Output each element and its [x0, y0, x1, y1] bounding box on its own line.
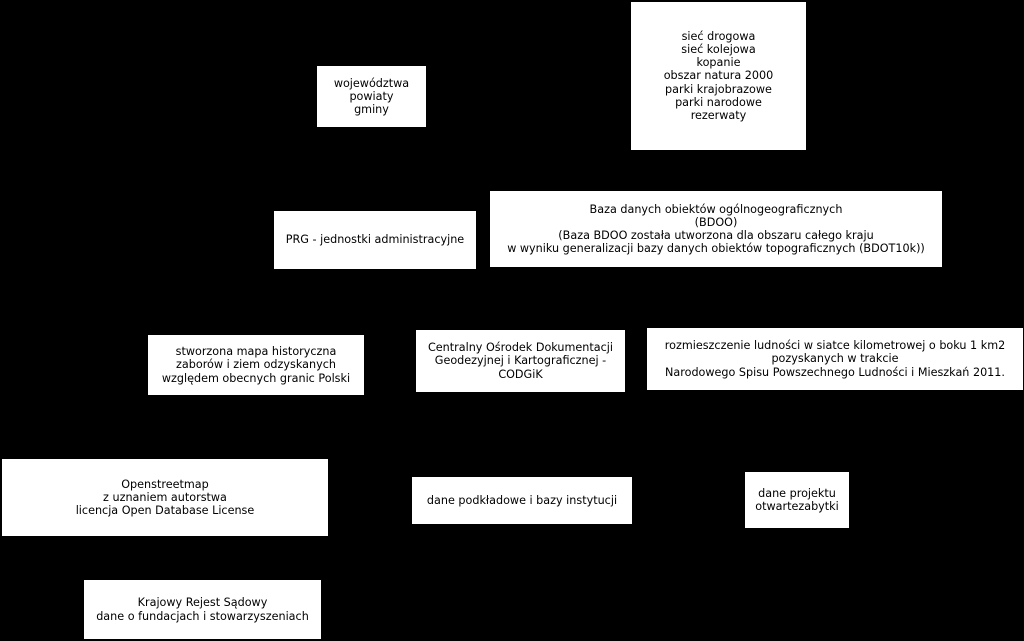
node-transport-sources: [631, 2, 806, 150]
node-line: (BDOO): [694, 215, 738, 229]
node-line: Geodezyjnej i Kartograficznej -: [434, 354, 607, 368]
node-line: sieć kolejowa: [681, 42, 756, 56]
node-line: Krajowy Rejest Sądowy: [137, 596, 268, 610]
node-line: zaborów i ziem odzyskanych: [176, 358, 336, 372]
node-line: parki narodowe: [675, 95, 762, 109]
node-line: województwa: [333, 76, 410, 90]
node-line: Centralny Ośrodek Dokumentacji: [427, 341, 614, 355]
node-line: względem obecnych granic Polski: [161, 371, 351, 385]
node-line: (Baza BDOO została utworzona dla obszaru całego kraju: [558, 229, 874, 242]
node-line: sieć drogowa: [681, 29, 756, 43]
node-line: w wyniku generalizacji bazy danych obiektów topograficznych (BDOT10k)): [507, 242, 925, 256]
node-line: kopanie: [696, 56, 741, 70]
node-line: pozyskanych w trakcie: [771, 352, 899, 366]
node-admin-units: [317, 66, 426, 127]
node-historic-map: [148, 335, 364, 395]
node-line: rozmieszczenie ludności w siatce kilometrowej o boku 1 km2: [664, 339, 1006, 353]
node-line: Openstreetmap: [121, 477, 209, 491]
node-line: z uznaniem autorstwa: [103, 490, 227, 504]
node-line: rezerwaty: [690, 109, 747, 122]
node-base-data: [412, 477, 632, 524]
node-line: gminy: [354, 103, 389, 117]
node-codgik: [416, 330, 625, 392]
node-krs: [84, 580, 321, 639]
node-line: CODGiK: [498, 367, 543, 381]
node-line: stworzona mapa historyczna: [175, 345, 337, 359]
node-line: dane podkładowe i bazy instytucji: [426, 493, 618, 507]
node-line: licencja Open Database License: [75, 504, 255, 518]
node-line: PRG - jednostki administracyjne: [285, 233, 465, 247]
node-line: powiaty: [349, 89, 394, 103]
node-line: otwartezabytki: [755, 500, 839, 513]
node-line: obszar natura 2000: [663, 69, 774, 83]
node-otwartezabytki: [745, 472, 849, 528]
node-population: [647, 328, 1023, 390]
node-bdoo: [490, 191, 942, 267]
node-line: parki krajobrazowe: [665, 82, 772, 96]
node-line: dane o fundacjach i stowarzyszeniach: [96, 609, 309, 623]
node-line: dane projektu: [758, 486, 836, 500]
node-prg: [274, 211, 476, 269]
node-line: Baza danych obiektów ogólnogeograficznych: [589, 202, 843, 216]
node-osm: [2, 459, 328, 536]
node-line: Narodowego Spisu Powszechnego Ludności i Mieszkań 2011.: [665, 365, 1005, 379]
